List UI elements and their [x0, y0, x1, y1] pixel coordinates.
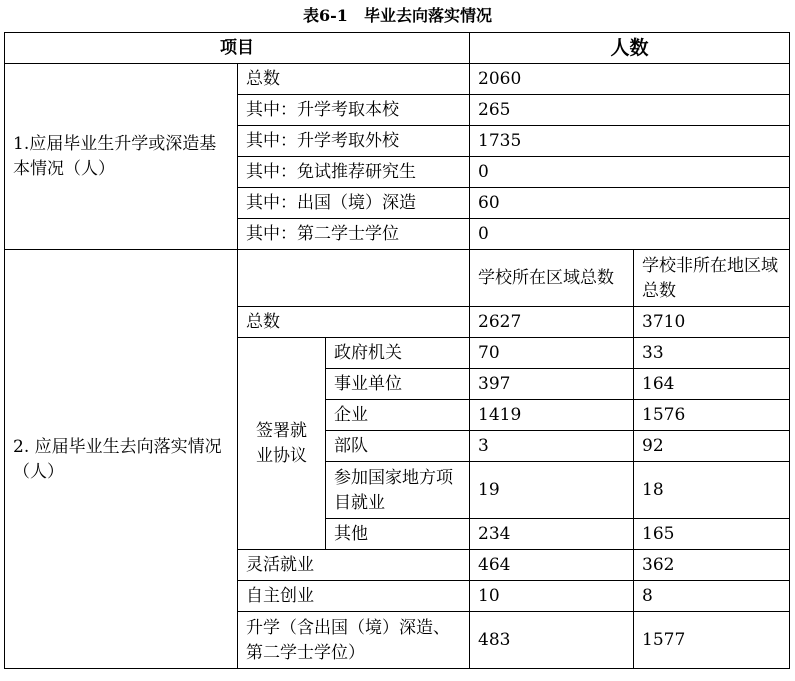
col-header-nonlocal: 学校非所在地区域总数 — [634, 250, 790, 307]
contract-row-nonlocal: 165 — [634, 519, 790, 550]
s2-total-local: 2627 — [470, 307, 634, 338]
s1-row-value: 1735 — [470, 126, 790, 157]
placement-table — [4, 32, 790, 669]
s2-row-label: 升学（含出国（境）深造、第二学士学位） — [238, 612, 470, 669]
s1-row-label: 其中：出国（境）深造 — [238, 188, 470, 219]
s2-total-nonlocal: 3710 — [634, 307, 790, 338]
contract-row-nonlocal: 164 — [634, 369, 790, 400]
s2-corner-empty — [238, 250, 470, 307]
s1-row-value: 60 — [470, 188, 790, 219]
table-caption: 表6-1 毕业去向落实情况 — [303, 6, 492, 25]
contract-row-nonlocal: 33 — [634, 338, 790, 369]
contract-row-label: 其他 — [326, 519, 470, 550]
s1-row-value: 265 — [470, 95, 790, 126]
contract-row-label: 政府机关 — [326, 338, 470, 369]
contract-row-label: 企业 — [326, 400, 470, 431]
col-header-local: 学校所在区域总数 — [470, 250, 634, 307]
contract-row-local: 234 — [470, 519, 634, 550]
s2-total-label: 总数 — [238, 307, 470, 338]
contract-row-label: 参加国家地方项目就业 — [326, 462, 470, 519]
s1-row-label: 其中：第二学士学位 — [238, 219, 470, 250]
s2-row-local: 10 — [470, 581, 634, 612]
contract-row-local: 19 — [470, 462, 634, 519]
contract-row-label: 部队 — [326, 431, 470, 462]
s2-row-local: 464 — [470, 550, 634, 581]
contract-row-local: 1419 — [470, 400, 634, 431]
s2-row-nonlocal: 8 — [634, 581, 790, 612]
s2-row-local: 483 — [470, 612, 634, 669]
contract-row-label: 事业单位 — [326, 369, 470, 400]
section1-label: 1.应届毕业生升学或深造基本情况（人） — [5, 64, 238, 250]
s1-row-value: 2060 — [470, 64, 790, 95]
s2-row-nonlocal: 1577 — [634, 612, 790, 669]
contract-group-label: 签署就业协议 — [238, 338, 326, 550]
section2-label: 2. 应届毕业生去向落实情况（人） — [5, 250, 238, 669]
contract-row-local: 3 — [470, 431, 634, 462]
s1-row-label: 总数 — [238, 64, 470, 95]
s1-row-label: 其中：升学考取外校 — [238, 126, 470, 157]
contract-row-local: 397 — [470, 369, 634, 400]
s1-row-value: 0 — [470, 219, 790, 250]
s2-row-nonlocal: 362 — [634, 550, 790, 581]
header-item: 项目 — [5, 33, 470, 64]
contract-row-nonlocal: 18 — [634, 462, 790, 519]
s1-row-value: 0 — [470, 157, 790, 188]
contract-row-local: 70 — [470, 338, 634, 369]
s2-row-label: 灵活就业 — [238, 550, 470, 581]
header-count: 人数 — [470, 33, 790, 64]
contract-row-nonlocal: 1576 — [634, 400, 790, 431]
contract-row-nonlocal: 92 — [634, 431, 790, 462]
s1-row-label: 其中：升学考取本校 — [238, 95, 470, 126]
s2-row-label: 自主创业 — [238, 581, 470, 612]
s1-row-label: 其中：免试推荐研究生 — [238, 157, 470, 188]
